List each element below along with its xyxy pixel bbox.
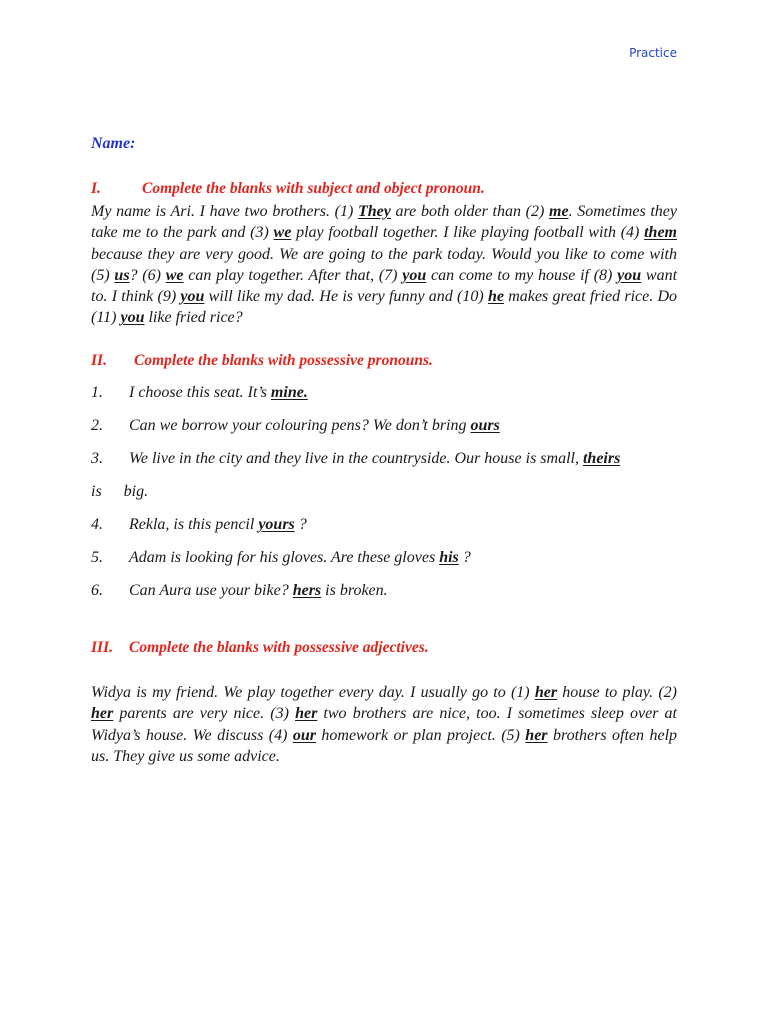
- answer: you: [617, 266, 642, 284]
- answer: you: [402, 266, 427, 284]
- answer: her: [295, 705, 318, 723]
- item-text: ?: [458, 549, 471, 566]
- section2-item-3: [91, 450, 620, 468]
- item-number: 2.: [91, 417, 103, 434]
- section2-number: II.: [91, 352, 107, 369]
- text: Widya is my friend. We play together every day. I usually go to (1): [91, 684, 535, 701]
- answer: her: [91, 705, 114, 723]
- answer: her: [534, 684, 558, 701]
- item-text: I choose this seat. It’s: [129, 384, 271, 401]
- section2-item-5: [91, 549, 471, 567]
- answer: them: [644, 224, 677, 242]
- text: play football together. I like playing football with (4): [291, 224, 645, 242]
- answer: yours: [258, 516, 295, 533]
- section2-item-3-continuation: [91, 483, 148, 501]
- text: two brothers are nice, too. I sometimes sleep over at Widya’s house. We discuss (4): [91, 705, 678, 744]
- answer: our: [292, 726, 316, 744]
- answer: ours: [470, 417, 500, 434]
- answer: we: [273, 224, 292, 242]
- answer: we: [165, 266, 184, 284]
- section2-item-1: [91, 384, 308, 402]
- section1-number: I.: [91, 180, 101, 197]
- section2-heading: [91, 352, 433, 370]
- item-text: is broken.: [321, 582, 388, 599]
- section2-item-6: [91, 582, 388, 600]
- answer: you: [120, 309, 145, 327]
- text: can come to my house if (8): [426, 266, 618, 284]
- item-number: 1.: [91, 384, 103, 401]
- name-label: Name:: [91, 135, 136, 152]
- text: My name is Ari. I have two brothers. (1): [91, 203, 358, 220]
- section2-title: Complete the blanks with possessive pronouns.: [134, 352, 433, 369]
- section3-title: Complete the blanks with possessive adjectives.: [129, 639, 429, 656]
- text: makes great fried rice. Do (11): [91, 288, 678, 327]
- item-text: We live in the city and they live in the countryside. Our house is small,: [129, 450, 583, 467]
- section1-paragraph: [91, 201, 677, 329]
- section1-heading: [91, 180, 485, 198]
- text: house to play. (2): [557, 684, 677, 701]
- answer: you: [180, 288, 205, 306]
- answer: her: [525, 726, 548, 744]
- answer: hers: [292, 582, 322, 599]
- answer: theirs: [582, 450, 621, 467]
- item-number: 4.: [91, 516, 103, 533]
- item-number: 5.: [91, 549, 103, 566]
- text: brothers often help us. They give us some advice.: [91, 726, 678, 765]
- text: . Sometimes they take me to the park and (3): [91, 203, 678, 242]
- item-text: Can Aura use your bike?: [129, 582, 293, 599]
- answer: his: [439, 549, 459, 566]
- answer: us: [114, 266, 130, 284]
- item-text: big.: [123, 483, 149, 500]
- item-number: 3.: [91, 450, 103, 467]
- text: will like my dad. He is very funny and (10): [204, 288, 488, 306]
- text: want to. I think (9): [91, 266, 678, 306]
- section1-title: Complete the blanks with subject and object pronoun.: [142, 180, 485, 197]
- section2-item-4: [91, 516, 307, 534]
- text: are both older than (2): [390, 203, 550, 220]
- text: ? (6): [129, 266, 166, 284]
- section2-item-2: [91, 417, 500, 435]
- item-text: Rekla, is this pencil: [129, 516, 259, 533]
- answer: They: [357, 203, 391, 220]
- item-number: 6.: [91, 582, 103, 599]
- header-practice: Practice: [629, 46, 677, 60]
- item-text: is: [91, 483, 102, 500]
- text: like fried rice?: [144, 309, 243, 327]
- answer: me: [549, 203, 569, 220]
- section3-heading: [91, 639, 429, 657]
- item-text: ?: [294, 516, 307, 533]
- text: parents are very nice. (3): [113, 705, 296, 723]
- section3-paragraph: [91, 682, 677, 767]
- answer: mine.: [270, 384, 308, 401]
- item-text: Can we borrow your colouring pens? We don’t bring: [129, 417, 471, 434]
- text: can play together. After that, (7): [183, 266, 403, 284]
- item-text: Adam is looking for his gloves. Are these gloves: [129, 549, 440, 566]
- text: because they are very good. We are going to the park today. Would you like to come with (5): [91, 245, 677, 284]
- section3-number: III.: [91, 639, 113, 656]
- text: homework or plan project. (5): [315, 726, 526, 744]
- answer: he: [487, 288, 504, 306]
